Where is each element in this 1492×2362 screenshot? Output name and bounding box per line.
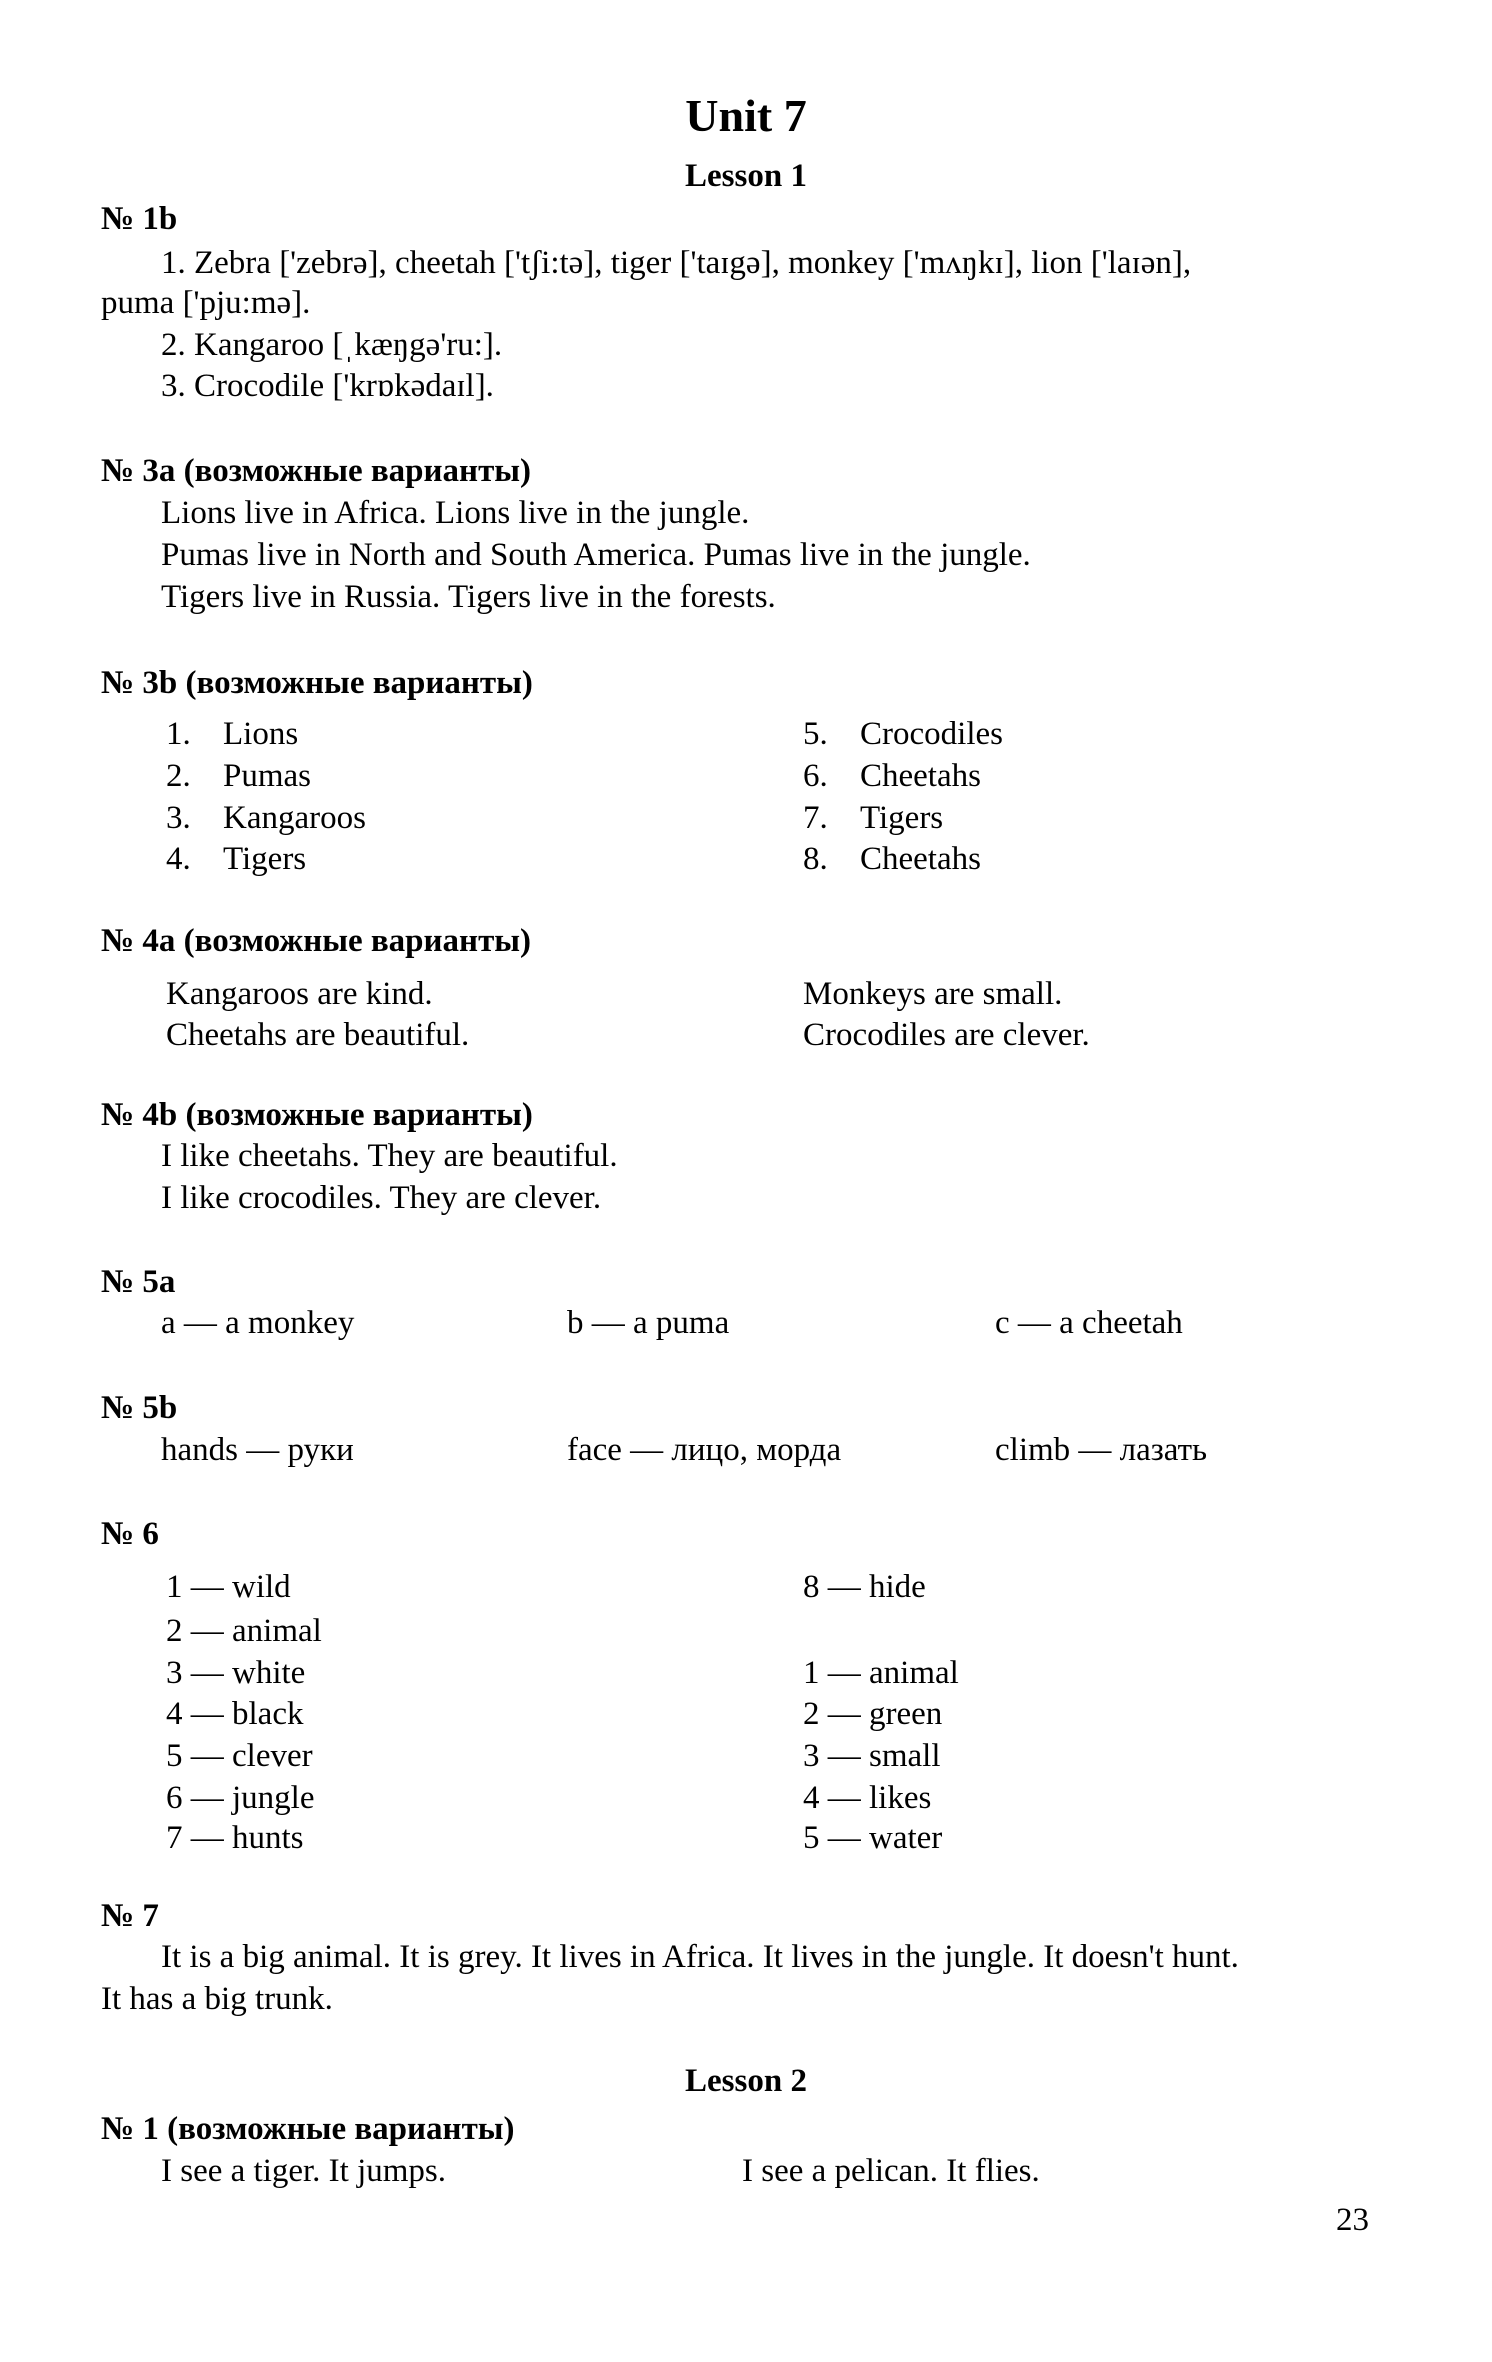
lesson-1-heading: Lesson 1: [685, 158, 807, 194]
item-number: 5.: [803, 716, 828, 752]
exercise-6-answer: 2 — animal: [166, 1613, 322, 1649]
exercise-6-answer: 5 — clever: [166, 1738, 313, 1774]
exercise-6-answer: 3 — white: [166, 1655, 306, 1691]
exercise-5a-heading: № 5a: [101, 1264, 176, 1300]
item-text: Lions: [223, 716, 299, 752]
exercise-7-line: It has a big trunk.: [101, 1981, 333, 2017]
list-item: [166, 758, 311, 794]
item-text: Pumas: [223, 758, 312, 794]
exercise-5a-answer: c — a cheetah: [995, 1305, 1183, 1341]
item-text: Cheetahs: [860, 841, 981, 877]
exercise-4a-line: Monkeys are small.: [803, 976, 1063, 1012]
exercise-4b-line: I like crocodiles. They are clever.: [161, 1180, 602, 1216]
exercise-1b-heading: № 1b: [101, 201, 178, 237]
exercise-5a-answer: b — a puma: [567, 1305, 730, 1341]
exercise-5b-answer: climb — лазать: [995, 1432, 1208, 1468]
exercise-4a-line: Cheetahs are beautiful.: [166, 1017, 470, 1053]
item-number: 2.: [166, 758, 191, 794]
item-text: Tigers: [860, 800, 944, 836]
item-number: 7.: [803, 800, 828, 836]
item-number: 8.: [803, 841, 828, 877]
exercise-1b-line: 2. Kangaroo [ˌkæŋgə'ru:].: [161, 327, 503, 363]
exercise-1b-line: 1. Zebra ['zebrə], cheetah ['tʃi:tə], tiger ['taɪgə], monkey ['mʌŋkɪ], lion ['laɪən],: [161, 245, 1192, 281]
exercise-5b-heading: № 5b: [101, 1390, 178, 1426]
list-item: [803, 758, 981, 794]
exercise-3a-heading: № 3a (возможные варианты): [101, 453, 532, 489]
exercise-6-answer: 4 — likes: [803, 1780, 932, 1816]
item-number: 4.: [166, 841, 191, 877]
exercise-3a-line: Pumas live in North and South America. Pumas live in the jungle.: [161, 537, 1031, 573]
exercise-4a-heading: № 4a (возможные варианты): [101, 923, 532, 959]
exercise-7-heading: № 7: [101, 1898, 159, 1934]
lesson2-exercise-1-answer: I see a tiger. It jumps.: [161, 2153, 447, 2189]
page-number: 23: [1336, 2202, 1369, 2238]
exercise-6-heading: № 6: [101, 1516, 159, 1552]
exercise-6-answer: 4 — black: [166, 1696, 304, 1732]
list-item: [803, 716, 1003, 752]
exercise-3a-line: Lions live in Africa. Lions live in the jungle.: [161, 495, 750, 531]
exercise-1b-line: 3. Crocodile ['krɒkədaɪl].: [161, 368, 494, 404]
exercise-5a-answer: a — a monkey: [161, 1305, 355, 1341]
exercise-5b-answer: face — лицо, морда: [567, 1432, 842, 1468]
list-item: [803, 800, 943, 836]
exercise-1b-line: puma ['pju:mə].: [101, 285, 311, 321]
lesson-2-heading: Lesson 2: [685, 2063, 807, 2099]
exercise-3b-heading: № 3b (возможные варианты): [101, 665, 533, 701]
item-text: Cheetahs: [860, 758, 981, 794]
exercise-4b-heading: № 4b (возможные варианты): [101, 1097, 533, 1133]
exercise-6-answer: 1 — wild: [166, 1569, 291, 1605]
item-text: Kangaroos: [223, 800, 366, 836]
list-item: [166, 716, 298, 752]
exercise-6-answer: 2 — green: [803, 1696, 943, 1732]
unit-title: Unit 7: [685, 90, 807, 141]
exercise-7-line: It is a big animal. It is grey. It lives in Africa. It lives in the jungle. It doesn't hunt.: [161, 1939, 1239, 1975]
item-number: 3.: [166, 800, 191, 836]
item-text: Tigers: [223, 841, 307, 877]
lesson2-exercise-1-heading: № 1 (возможные варианты): [101, 2111, 515, 2147]
exercise-3a-line: Tigers live in Russia. Tigers live in the forests.: [161, 579, 776, 615]
exercise-5b-answer: hands — руки: [161, 1432, 354, 1468]
exercise-6-answer: 1 — animal: [803, 1655, 959, 1691]
exercise-4b-line: I like cheetahs. They are beautiful.: [161, 1138, 618, 1174]
exercise-6-answer: 7 — hunts: [166, 1820, 304, 1856]
exercise-6-answer: 5 — water: [803, 1820, 943, 1856]
item-number: 1.: [166, 716, 191, 752]
lesson2-exercise-1-answer: I see a pelican. It flies.: [742, 2153, 1040, 2189]
exercise-4a-line: Kangaroos are kind.: [166, 976, 433, 1012]
list-item: [803, 841, 981, 877]
item-text: Crocodiles: [860, 716, 1003, 752]
exercise-4a-line: Crocodiles are clever.: [803, 1017, 1090, 1053]
item-number: 6.: [803, 758, 828, 794]
list-item: [166, 841, 306, 877]
exercise-6-answer: 8 — hide: [803, 1569, 926, 1605]
exercise-6-answer: 3 — small: [803, 1738, 941, 1774]
exercise-6-answer: 6 — jungle: [166, 1780, 315, 1816]
list-item: [166, 800, 366, 836]
